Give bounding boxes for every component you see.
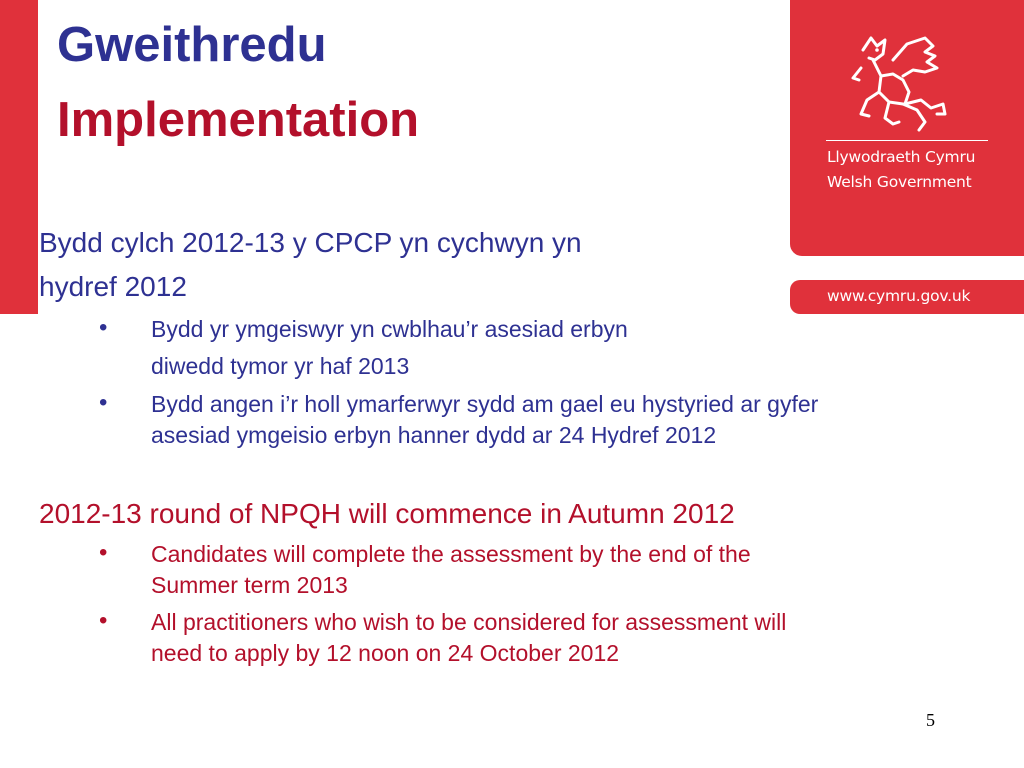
page-number: 5 xyxy=(926,710,935,730)
welsh-lead-line-2: hydref 2012 xyxy=(39,271,187,302)
welsh-dragon-icon xyxy=(833,30,953,138)
english-lead-line: 2012-13 round of NPQH will commence in Autumn 2012 xyxy=(39,498,735,529)
slide-title-english: Implementation xyxy=(57,93,420,147)
english-bullet-1-line-1: Candidates will complete the assessment by the end of the xyxy=(151,541,751,567)
welsh-lead-line-1: Bydd cylch 2012-13 y CPCP yn cychwyn yn xyxy=(39,227,582,258)
website-url: www.cymru.gov.uk xyxy=(827,287,971,305)
logo-divider xyxy=(826,140,988,141)
org-name-english: Welsh Government xyxy=(827,173,972,191)
english-bullet-2-line-1: All practitioners who wish to be considered for assessment will xyxy=(151,609,787,635)
bullet-marker: • xyxy=(99,539,108,566)
bullet-marker: • xyxy=(99,389,108,416)
bullet-marker: • xyxy=(99,314,108,341)
welsh-government-logo-panel xyxy=(790,0,1024,256)
left-accent-bar xyxy=(0,0,38,314)
english-bullet-2-line-2: need to apply by 12 noon on 24 October 2012 xyxy=(151,640,620,666)
org-name-welsh: Llywodraeth Cymru xyxy=(827,148,976,166)
welsh-bullet-2-line-1: Bydd angen i’r holl ymarferwyr sydd am gael eu hystyried ar gyfer xyxy=(151,391,819,417)
welsh-bullet-1-line-1: Bydd yr ymgeiswyr yn cwblhau’r asesiad erbyn xyxy=(151,316,628,342)
welsh-bullet-2-line-2: asesiad ymgeisio erbyn hanner dydd ar 24 Hydref 2012 xyxy=(151,422,717,448)
website-url-bar xyxy=(790,280,1024,314)
bullet-marker: • xyxy=(99,607,108,634)
english-bullet-1-line-2: Summer term 2013 xyxy=(151,572,348,598)
slide-title-welsh: Gweithredu xyxy=(57,18,327,72)
welsh-bullet-1-line-2: diwedd tymor yr haf 2013 xyxy=(151,353,410,379)
